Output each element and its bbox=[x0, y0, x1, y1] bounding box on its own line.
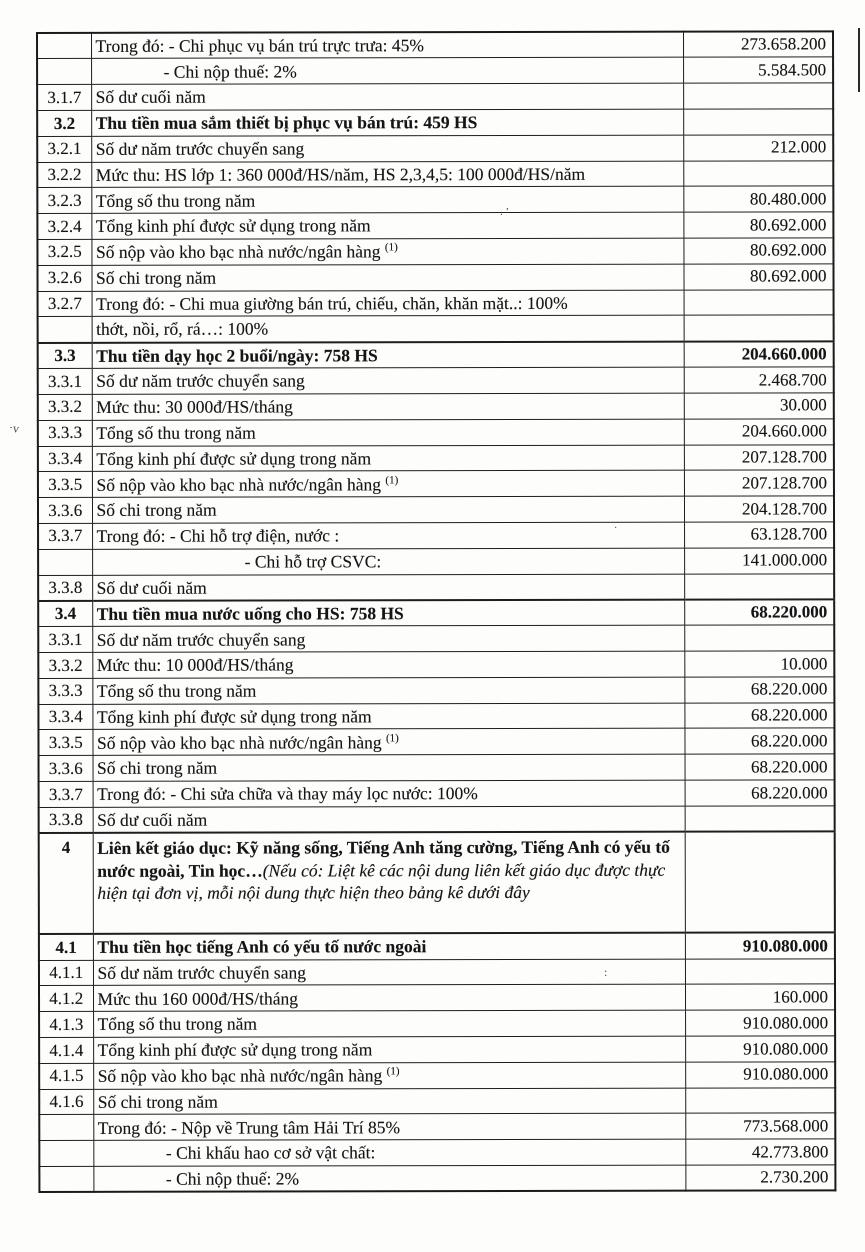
row-index-cell: 3.2.4 bbox=[37, 214, 91, 240]
row-description-text: Số dư cuối năm bbox=[96, 577, 207, 598]
row-amount-cell: 63.128.700 bbox=[684, 522, 834, 548]
row-index-cell: 3.3.2 bbox=[38, 394, 92, 420]
row-description-text: Tổng kinh phí được sử dụng trong năm bbox=[96, 706, 372, 727]
row-description-cell bbox=[93, 933, 685, 960]
table-row bbox=[38, 651, 834, 678]
row-amount-cell: 160.000 bbox=[685, 984, 835, 1010]
row-amount-cell: 141.000.000 bbox=[684, 548, 834, 574]
table-row bbox=[37, 212, 833, 239]
row-description-cell bbox=[93, 985, 685, 1012]
row-amount-cell: 68.220.000 bbox=[684, 677, 834, 703]
row-description-cell bbox=[93, 1139, 685, 1166]
table-row bbox=[37, 264, 833, 291]
row-description-text: - Chi hỗ trợ CSVC: bbox=[244, 551, 382, 572]
table-row bbox=[38, 573, 834, 601]
table-row bbox=[37, 57, 833, 84]
row-description-text: Số chi trong năm bbox=[95, 267, 217, 288]
row-index-cell: 4.1.6 bbox=[39, 1089, 93, 1115]
row-description-text: Tổng số thu trong năm bbox=[97, 1013, 258, 1035]
scan-artifact-dot: : bbox=[604, 965, 608, 979]
table-row bbox=[38, 419, 834, 446]
row-index-cell: 3.2.1 bbox=[37, 136, 91, 162]
row-amount-cell bbox=[683, 83, 833, 109]
row-index-cell: 3.2.5 bbox=[37, 239, 91, 265]
footnote-marker: (1) bbox=[384, 241, 398, 254]
table-row bbox=[39, 984, 835, 1011]
row-description-text: Mức thu: HS lớp 1: 360 000đ/HS/năm, HS 2,3,4,5: 100 000đ/HS/năm bbox=[95, 163, 586, 185]
row-description-cell bbox=[92, 625, 684, 652]
footnote-marker: (1) bbox=[386, 1065, 400, 1078]
table-row bbox=[38, 444, 834, 471]
row-description-text: thớt, nồi, rổ, rá…: 100% bbox=[96, 318, 269, 340]
fee-table-body bbox=[37, 31, 835, 1192]
row-amount-cell: 207.128.700 bbox=[684, 470, 834, 496]
row-amount-cell: 910.080.000 bbox=[685, 1036, 835, 1062]
row-index-cell bbox=[38, 317, 92, 343]
row-amount-cell: 910.080.000 bbox=[685, 1062, 835, 1088]
row-description-text: Số nộp vào kho bạc nhà nước/ngân hàng bbox=[96, 473, 382, 495]
row-description-text: - Chi nộp thuế: 2% bbox=[163, 61, 297, 82]
row-index-cell bbox=[38, 549, 92, 575]
row-description-cell bbox=[93, 1010, 685, 1037]
table-row bbox=[37, 238, 833, 265]
row-amount-cell bbox=[684, 289, 834, 315]
row-description-cell bbox=[93, 1088, 685, 1115]
row-description-cell bbox=[91, 161, 683, 188]
row-index-cell: 4.1.4 bbox=[39, 1037, 93, 1063]
row-description-cell bbox=[91, 135, 683, 162]
row-index-cell: 3.3.3 bbox=[38, 678, 92, 704]
row-amount-cell: 910.080.000 bbox=[685, 1010, 835, 1036]
row-description-cell bbox=[92, 341, 684, 368]
row-index-cell: 4.1.1 bbox=[39, 960, 93, 986]
table-row bbox=[38, 522, 834, 549]
table-row bbox=[38, 393, 834, 420]
row-description-cell bbox=[92, 522, 684, 549]
table-row bbox=[37, 109, 833, 136]
row-amount-cell bbox=[685, 958, 835, 984]
row-index-cell: 3.3.7 bbox=[39, 781, 93, 807]
row-amount-cell bbox=[685, 832, 835, 933]
row-description-text: Thu tiền mua sắm thiết bị phục vụ bán trú: 459 HS bbox=[95, 112, 478, 134]
row-description-cell bbox=[92, 703, 684, 730]
footnote-marker: (1) bbox=[385, 473, 399, 486]
table-row bbox=[38, 728, 834, 755]
row-description-cell bbox=[93, 1165, 685, 1192]
row-description-text: Thu tiền học tiếng Anh có yếu tố nước ngoài bbox=[97, 936, 427, 958]
row-amount-cell: 204.660.000 bbox=[684, 419, 834, 445]
row-description-text: Tổng số thu trong năm bbox=[95, 190, 256, 211]
row-description-text: Trong đó: - Chi phục vụ bán trú trực trưa: 45% bbox=[95, 35, 424, 56]
row-amount-cell: 204.128.700 bbox=[684, 496, 834, 522]
table-row bbox=[37, 31, 833, 59]
row-description-text: Tổng kinh phí được sử dụng trong năm bbox=[96, 448, 372, 469]
row-amount-cell bbox=[684, 573, 834, 599]
table-row bbox=[38, 289, 834, 316]
row-amount-cell: 273.658.200 bbox=[683, 31, 833, 57]
table-row bbox=[38, 599, 834, 627]
row-description-cell bbox=[93, 754, 685, 781]
row-index-cell: 3.2 bbox=[37, 110, 91, 136]
row-description-text: Thu tiền dạy học 2 buổi/ngày: 758 HS bbox=[96, 345, 378, 366]
row-description-text: Số chi trong năm bbox=[96, 499, 217, 521]
row-index-cell: 4.1.2 bbox=[39, 986, 93, 1012]
row-index-cell: 4.1.3 bbox=[39, 1012, 93, 1038]
row-description-text: Trong đó: - Chi sửa chữa và thay máy lọc nước: 100% bbox=[97, 783, 478, 805]
row-description-text: Trong đó: - Chi mua giường bán trú, chiếu, chăn, khăn mặt..: 100% bbox=[96, 292, 568, 314]
row-index-cell: 3.4 bbox=[38, 601, 92, 627]
scan-artifact-dot: . ’ bbox=[500, 206, 510, 218]
row-description-text: Số nộp vào kho bạc nhà nước/ngân hàng bbox=[97, 1065, 383, 1086]
row-index-cell bbox=[37, 33, 91, 59]
table-row bbox=[37, 186, 833, 213]
row-index-cell: 3.3.5 bbox=[38, 730, 92, 756]
row-index-cell: 3.2.2 bbox=[37, 162, 91, 188]
row-description-text: Số dư năm trước chuyển sang bbox=[96, 628, 306, 650]
row-description-cell bbox=[93, 959, 685, 986]
row-amount-cell: 2.468.700 bbox=[684, 367, 834, 393]
row-description-cell bbox=[92, 729, 684, 756]
table-row bbox=[38, 470, 834, 497]
row-index-cell: 3.3.4 bbox=[38, 704, 92, 730]
row-index-cell: 3.2.6 bbox=[37, 265, 91, 291]
footnote-marker: (1) bbox=[385, 732, 399, 745]
row-description-text: Số chi trong năm bbox=[97, 758, 218, 779]
row-description-text: Mức thu 160 000đ/HS/tháng bbox=[97, 988, 299, 1009]
row-amount-cell bbox=[683, 160, 833, 186]
table-row bbox=[39, 806, 835, 834]
table-row bbox=[37, 83, 833, 110]
row-amount-cell: 212.000 bbox=[683, 135, 833, 161]
table-row bbox=[39, 1010, 835, 1037]
table-row bbox=[39, 1062, 835, 1089]
row-index-cell: 3.3.7 bbox=[38, 523, 92, 549]
row-amount-cell: 30.000 bbox=[684, 393, 834, 419]
row-description-cell bbox=[91, 32, 683, 59]
row-amount-cell bbox=[684, 625, 834, 651]
scan-artifact-dot: · bbox=[614, 523, 618, 534]
row-amount-cell bbox=[684, 315, 834, 341]
row-description-text: Thu tiền mua nước uống cho HS: 758 HS bbox=[96, 603, 404, 624]
table-row bbox=[38, 677, 834, 704]
table-row bbox=[38, 496, 834, 523]
row-description-cell bbox=[92, 496, 684, 523]
row-description-cell bbox=[92, 677, 684, 704]
row-description-text: - Chi nộp thuế: 2% bbox=[165, 1168, 300, 1189]
row-description-text: - Chi khấu hao cơ sở vật chất: bbox=[165, 1142, 376, 1164]
row-index-cell: 3.3.5 bbox=[38, 472, 92, 498]
row-amount-cell: 80.480.000 bbox=[683, 186, 833, 212]
row-description-text: Mức thu: 30 000đ/HS/tháng bbox=[96, 396, 293, 418]
scan-artifact-checkmark: ·v bbox=[8, 420, 20, 436]
row-index-cell: 3.3 bbox=[38, 343, 92, 369]
row-description-cell bbox=[91, 212, 683, 239]
row-amount-cell: 68.220.000 bbox=[684, 703, 834, 729]
row-index-cell: 3.3.4 bbox=[38, 446, 92, 472]
table-row bbox=[39, 1087, 835, 1114]
row-amount-cell: 910.080.000 bbox=[685, 933, 835, 959]
table-row bbox=[38, 703, 834, 730]
row-index-cell: 3.3.1 bbox=[38, 627, 92, 653]
row-description-text: Liên kết giáo dục: Kỹ năng sống, Tiếng Anh tăng cường, Tiếng Anh có yếu tố nước ngoài, Tin học… bbox=[97, 836, 670, 881]
table-row bbox=[37, 160, 833, 187]
row-amount-cell: 42.773.800 bbox=[685, 1139, 835, 1165]
row-index-cell: 4.1.5 bbox=[39, 1063, 93, 1089]
table-row bbox=[38, 367, 834, 394]
row-index-cell bbox=[37, 59, 91, 85]
row-amount-cell: 10.000 bbox=[684, 651, 834, 677]
table-row bbox=[38, 315, 834, 343]
row-description-cell bbox=[91, 58, 683, 85]
row-description-text: Số dư cuối năm bbox=[95, 87, 206, 108]
row-description-text: Mức thu: 10 000đ/HS/tháng bbox=[96, 654, 294, 676]
row-description-cell bbox=[91, 238, 683, 265]
table-row bbox=[37, 135, 833, 162]
table-row bbox=[39, 754, 835, 781]
row-amount-cell bbox=[685, 1087, 835, 1113]
row-description-cell bbox=[93, 1114, 685, 1141]
row-index-cell bbox=[39, 1141, 93, 1167]
row-description-cell bbox=[91, 264, 683, 291]
table-row bbox=[39, 1139, 835, 1166]
table-row bbox=[38, 341, 834, 369]
row-description-cell bbox=[91, 187, 683, 214]
table-row bbox=[39, 1113, 835, 1140]
row-description-cell bbox=[93, 1062, 685, 1089]
row-description-text: Số nộp vào kho bạc nhà nước/ngân hàng bbox=[95, 241, 381, 263]
row-description-text: Tổng số thu trong năm bbox=[96, 422, 256, 443]
row-description-cell bbox=[92, 651, 684, 678]
row-description-text: Tổng kinh phí được sử dụng trong năm bbox=[95, 215, 371, 237]
row-amount-cell: 68.220.000 bbox=[684, 728, 834, 754]
row-amount-cell: 207.128.700 bbox=[684, 444, 834, 470]
row-description-cell bbox=[92, 316, 684, 343]
row-description-cell bbox=[91, 83, 683, 110]
table-row bbox=[39, 780, 835, 807]
row-index-cell: 3.3.2 bbox=[38, 652, 92, 678]
row-amount-cell: 5.584.500 bbox=[683, 57, 833, 83]
row-amount-cell: 80.692.000 bbox=[683, 264, 833, 290]
row-description-cell bbox=[92, 574, 684, 601]
row-index-cell: 3.3.3 bbox=[38, 420, 92, 446]
table-row bbox=[39, 933, 835, 961]
row-amount-cell: 80.692.000 bbox=[683, 238, 833, 264]
row-index-cell: 3.3.1 bbox=[38, 369, 92, 395]
row-description-text: Trong đó: - Chi hỗ trợ điện, nước : bbox=[96, 525, 340, 546]
row-description-text: Trong đó: - Nộp về Trung tâm Hải Trí 85% bbox=[97, 1116, 401, 1138]
row-description-cell bbox=[92, 419, 684, 446]
row-description-cell bbox=[92, 470, 684, 497]
row-description-text: Số dư cuối năm bbox=[97, 809, 208, 830]
row-description-text: Số dư năm trước chuyển sang bbox=[95, 138, 305, 159]
row-amount-cell: 204.660.000 bbox=[684, 341, 834, 367]
row-amount-cell: 773.568.000 bbox=[685, 1113, 835, 1139]
row-description-cell bbox=[92, 393, 684, 420]
row-description-text: Tổng kinh phí được sử dụng trong năm bbox=[97, 1039, 373, 1061]
row-amount-cell: 68.220.000 bbox=[685, 754, 835, 780]
row-index-cell: 3.2.3 bbox=[37, 188, 91, 214]
row-description-cell bbox=[92, 367, 684, 394]
row-index-cell: 3.3.6 bbox=[38, 498, 92, 524]
row-description-text: Số nộp vào kho bạc nhà nước/ngân hàng bbox=[96, 731, 382, 753]
row-description-cell bbox=[92, 548, 684, 575]
row-description-cell bbox=[92, 290, 684, 317]
row-index-cell: 3.1.7 bbox=[37, 85, 91, 111]
row-index-cell: 3.3.8 bbox=[38, 575, 92, 601]
table-row bbox=[39, 958, 835, 985]
row-index-cell: 3.2.7 bbox=[38, 291, 92, 317]
scan-artifact-edge-line bbox=[858, 28, 860, 92]
row-description-cell bbox=[92, 600, 684, 627]
row-description-text: Số dư năm trước chuyển sang bbox=[97, 962, 307, 983]
row-description-cell bbox=[93, 806, 685, 833]
row-amount-cell: 80.692.000 bbox=[683, 212, 833, 238]
row-index-cell: 4 bbox=[39, 833, 93, 934]
table-row bbox=[38, 625, 834, 652]
row-description-cell bbox=[92, 445, 684, 472]
row-index-cell: 3.3.6 bbox=[39, 756, 93, 782]
row-description-text: Số dư năm trước chuyển sang bbox=[96, 370, 305, 392]
row-index-cell: 4.1 bbox=[39, 934, 93, 960]
row-description-cell bbox=[93, 832, 685, 934]
row-amount-cell: 68.220.000 bbox=[684, 599, 834, 625]
table-row bbox=[39, 1036, 835, 1063]
row-description-cell bbox=[91, 109, 683, 136]
row-amount-cell bbox=[683, 109, 833, 135]
table-row bbox=[38, 548, 834, 575]
row-description-italic-note: (Nếu có: Liệt kê các nội dung liên kết giáo dục được thực hiện tại đơn vị, mỗi nội dung thực hiện theo bảng kê dưới đây bbox=[97, 859, 666, 903]
fee-report-table bbox=[36, 30, 836, 1193]
row-index-cell bbox=[39, 1166, 93, 1192]
table-row bbox=[39, 832, 835, 935]
row-amount-cell bbox=[685, 806, 835, 832]
row-description-text: Tổng số thu trong năm bbox=[96, 680, 257, 701]
row-amount-cell: 68.220.000 bbox=[685, 780, 835, 806]
row-description-cell bbox=[93, 1036, 685, 1063]
row-index-cell: 3.3.8 bbox=[39, 807, 93, 833]
table-row bbox=[39, 1165, 835, 1193]
row-description-text: Số chi trong năm bbox=[97, 1091, 218, 1112]
row-index-cell bbox=[39, 1115, 93, 1141]
row-description-cell bbox=[93, 780, 685, 807]
row-amount-cell: 2.730.200 bbox=[685, 1165, 835, 1191]
